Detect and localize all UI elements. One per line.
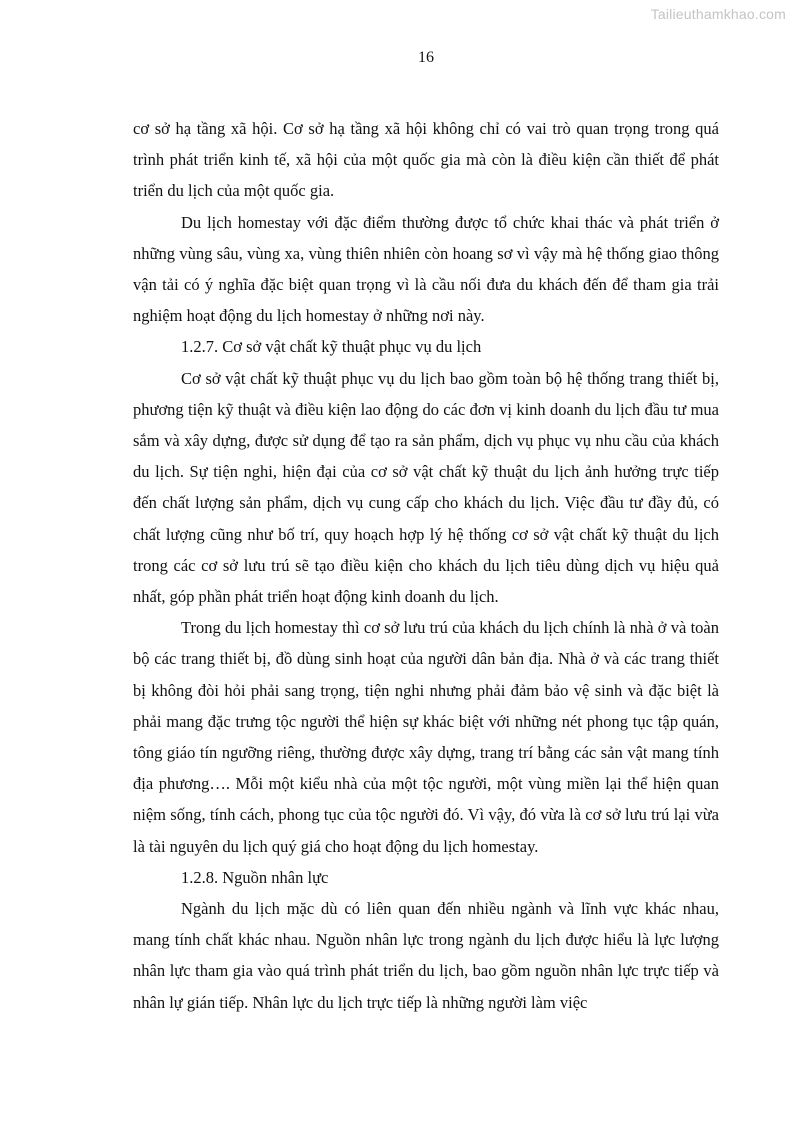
document-body	[133, 113, 719, 1018]
paragraph-homestay-accommodation: Trong du lịch homestay thì cơ sở lưu trú của khách du lịch chính là nhà ở và toàn bộ các trang thiết bị, đồ dùng sinh hoạt của người dân bản địa. Nhà ở và các trang thiết bị không đòi hỏi phải sang trọng, tiện nghi nhưng phải đảm bảo vệ sinh và đặc biệt là phải mang đặc trưng tộc người thể hiện sự khác biệt với những nét phong tục tập quán, tông giáo tín ngưỡng riêng, thường được xây dựng, trang trí bằng các sản vật mang tính địa phương…. Mỗi một kiểu nhà của một tộc người, một vùng miền lại thể hiện quan niệm sống, tính cách, phong tục của tộc người đó. Vì vậy, đó vừa là cơ sở lưu trú lại vừa là tài nguyên du lịch quý giá cho hoạt động du lịch homestay.	[133, 618, 719, 856]
section-heading-1-2-7: 1.2.7. Cơ sở vật chất kỹ thuật phục vụ du lịch	[181, 337, 482, 357]
page-number: 16	[418, 49, 434, 66]
paragraph-human-resources: Ngành du lịch mặc dù có liên quan đến nhiều ngành và lĩnh vực khác nhau, mang tính chất khác nhau. Nguồn nhân lực trong ngành du lịch được hiểu là lực lượng nhân lực tham gia vào quá trình phát triển du lịch, bao gồm nguồn nhân lực trực tiếp và nhân lự gián tiếp. Nhân lực du lịch trực tiếp là những người làm việc	[133, 899, 719, 1012]
paragraph-homestay-transport: Du lịch homestay với đặc điểm thường được tổ chức khai thác và phát triển ở những vùng sâu, vùng xa, vùng thiên nhiên còn hoang sơ vì vậy mà hệ thống giao thông vận tải có ý nghĩa đặc biệt quan trọng vì là cầu nối đưa du khách đến để tham gia trải nghiệm hoạt động du lịch homestay ở những nơi này.	[133, 212, 719, 326]
section-heading-1-2-8: 1.2.8. Nguồn nhân lực	[181, 867, 329, 887]
paragraph-technical-facilities: Cơ sở vật chất kỹ thuật phục vụ du lịch bao gồm toàn bộ hệ thống trang thiết bị, phương tiện kỹ thuật và điều kiện lao động do các đơn vị kinh doanh du lịch đầu tư mua sắm và xây dựng, được sử dụng để tạo ra sản phẩm, dịch vụ phục vụ nhu cầu của khách du lịch. Sự tiện nghi, hiện đại của cơ sở vật chất kỹ thuật du lịch ảnh hưởng trực tiếp đến chất lượng sản phẩm, dịch vụ cung cấp cho khách du lịch. Việc đầu tư đầy đủ, có chất lượng cũng như bố trí, quy hoạch hợp lý hệ thống cơ sở vật chất kỹ thuật du lịch trong các cơ sở lưu trú sẽ tạo điều kiện cho khách du lịch tiêu dùng dịch vụ hiệu quả nhất, góp phần phát triển hoạt động kinh doanh du lịch.	[133, 368, 719, 607]
paragraph-continuation: cơ sở hạ tầng xã hội. Cơ sở hạ tầng xã hội không chỉ có vai trò quan trọng trong quá trình phát triển kinh tế, xã hội của một quốc gia mà còn là điều kiện cần thiết để phát triển du lịch của một quốc gia.	[133, 119, 719, 201]
watermark: Tailieuthamkhao.com	[650, 6, 786, 22]
